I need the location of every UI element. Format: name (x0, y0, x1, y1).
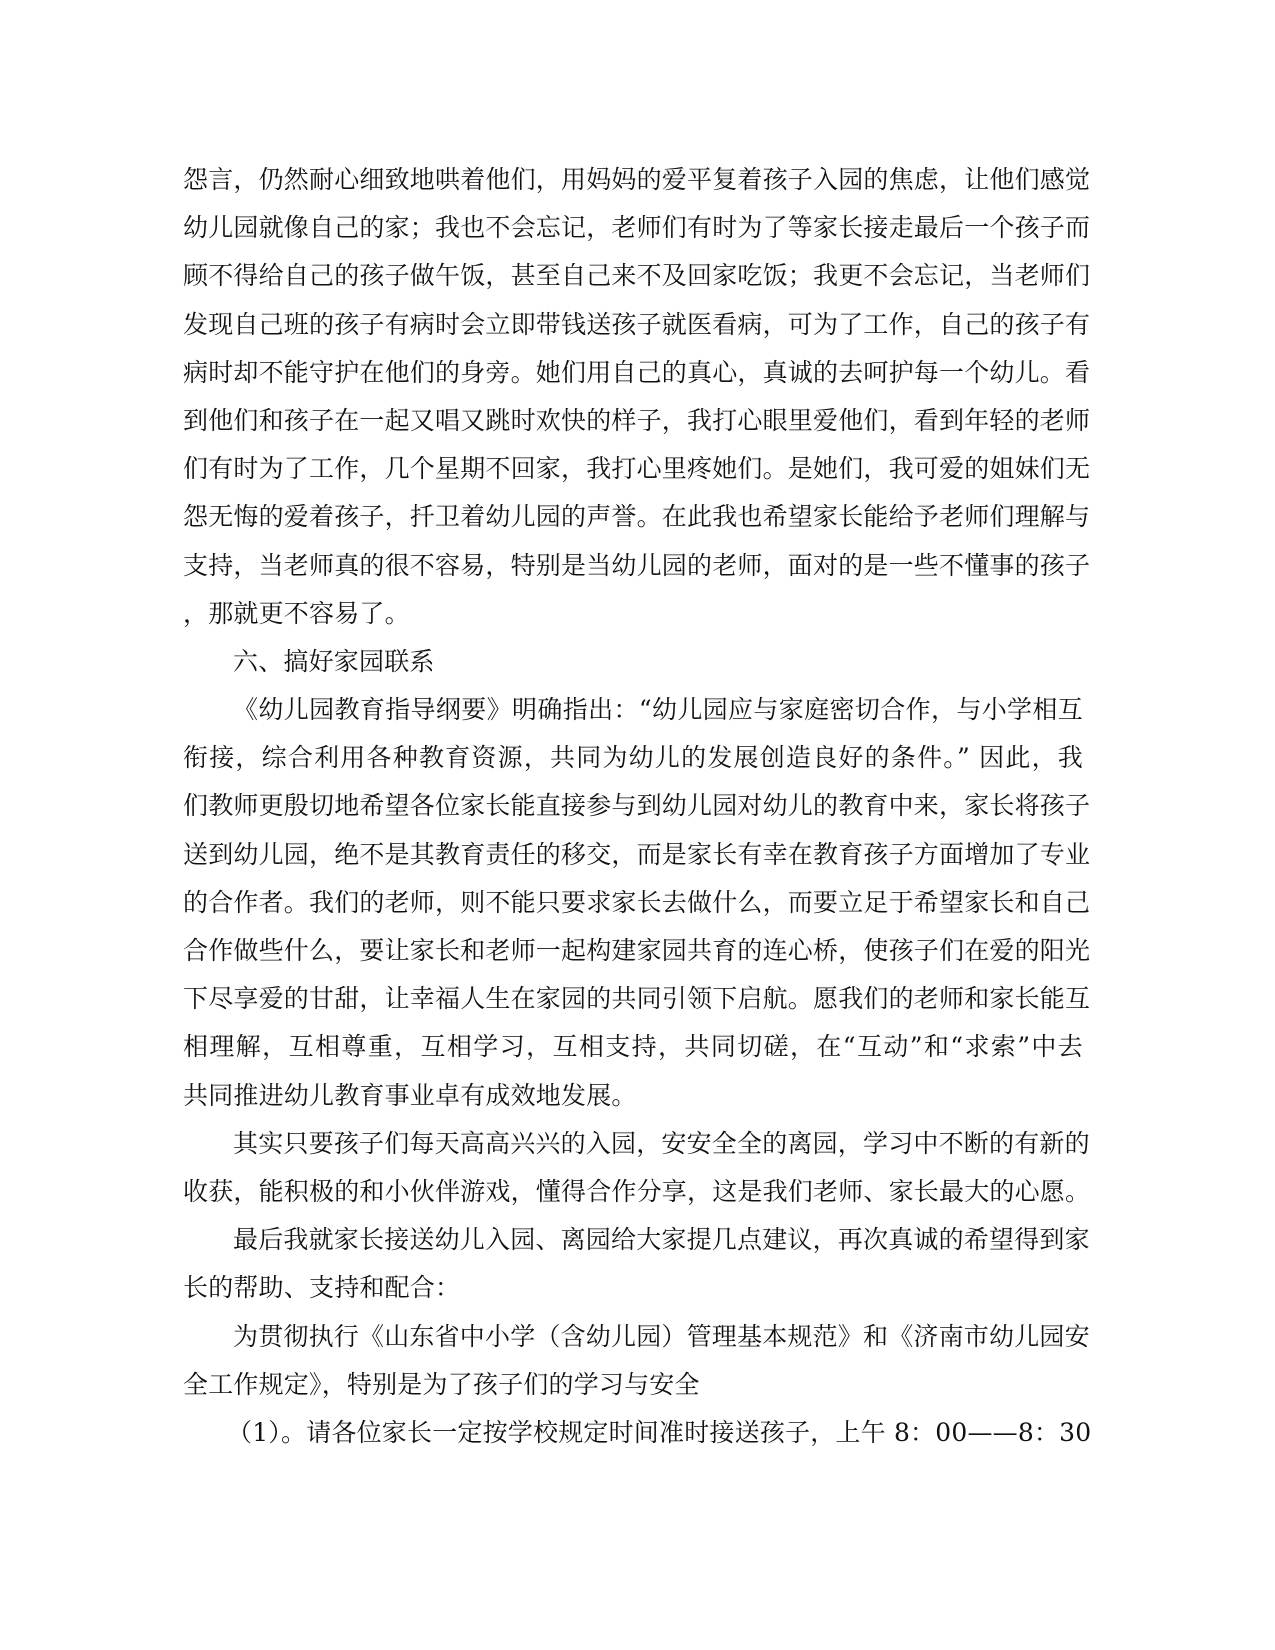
document-body (183, 156, 1092, 1457)
text-line: 的合作者。我们的老师，则不能只要求家长去做什么，而要立足于希望家长和自己 (183, 887, 1091, 917)
text-line: 收获，能积极的和小伙伴游戏，懂得合作分享，这是我们老师、家长最大的心愿。 (183, 1176, 1091, 1206)
text-line: 到他们和孩子在一起又唱又跳时欢快的样子，我打心眼里爱他们，看到年轻的老师 (183, 405, 1091, 435)
text-line: 相理解，互相尊重，互相学习，互相支持，共同切磋，在“互动”和“求索”中去 (183, 1032, 1083, 1062)
text-line: 为贯彻执行《山东省中小学（含幼儿园）管理基本规范》和《济南市幼儿园安 (233, 1321, 1090, 1351)
text-line: 共同推进幼儿教育事业卓有成效地发展。 (183, 1080, 637, 1110)
text-line: 下尽享爱的甘甜，让幸福人生在家园的共同引领下启航。愿我们的老师和家长能互 (183, 984, 1091, 1014)
text-line: 发现自己班的孩子有病时会立即带钱送孩子就医看病，可为了工作，自己的孩子有 (183, 309, 1091, 339)
text-line: 合作做些什么，要让家长和老师一起构建家园共育的连心桥，使孩子们在爱的阳光 (183, 936, 1091, 965)
text-line: 幼儿园就像自己的家；我也不会忘记，老师们有时为了等家长接走最后一个孩子而 (183, 213, 1091, 243)
text-line: 最后我就家长接送幼儿入园、离园给大家提几点建议，再次真诚的希望得到家 (233, 1225, 1090, 1255)
text-line: 怨无悔的爱着孩子，扦卫着幼儿园的声誉。在此我也希望家长能给予老师们理解与 (183, 502, 1091, 532)
text-line: 送到幼儿园，绝不是其教育责任的移交，而是家长有幸在教育孩子方面增加了专业 (183, 839, 1091, 869)
text-line: 们有时为了工作，几个星期不回家，我打心里疼她们。是她们，我可爱的姐妹们无 (183, 454, 1091, 484)
text-line: 怨言，仍然耐心细致地哄着他们，用妈妈的爱平复着孩子入园的焦虑，让他们感觉 (183, 165, 1091, 194)
text-line: 全工作规定》，特别是为了孩子们的学习与安全 (183, 1369, 700, 1399)
text-line: 病时却不能守护在他们的身旁。她们用自己的真心，真诚的去呵护每一个幼儿。看 (183, 357, 1091, 387)
text-line: 支持，当老师真的很不容易，特别是当幼儿园的老师，面对的是一些不懂事的孩子 (183, 550, 1091, 580)
text-line: 顾不得给自己的孩子做午饭，甚至自己来不及回家吃饭；我更不会忘记，当老师们 (183, 261, 1091, 291)
text-line: 衔接，综合利用各种教育资源，共同为幼儿的发展创造良好的条件。” 因此，我 (183, 743, 1083, 773)
text-line: ，那就更不容易了。 (183, 598, 410, 628)
text-line: 《幼儿园教育指导纲要》明确指出：“幼儿园应与家庭密切合作，与小学相互 (233, 695, 1083, 725)
section-heading: 六、搞好家园联系 (233, 646, 435, 676)
text-line: 长的帮助、支持和配合： (183, 1273, 461, 1303)
text-line: （1）。请各位家长一定按学校规定时间准时接送孩子，上午 8：00——8：30 (227, 1417, 1092, 1447)
text-line: 其实只要孩子们每天高高兴兴的入园，安安全全的离园，学习中不断的有新的 (233, 1128, 1090, 1158)
text-line: 们教师更殷切地希望各位家长能直接参与到幼儿园对幼儿的教育中来，家长将孩子 (183, 791, 1091, 821)
